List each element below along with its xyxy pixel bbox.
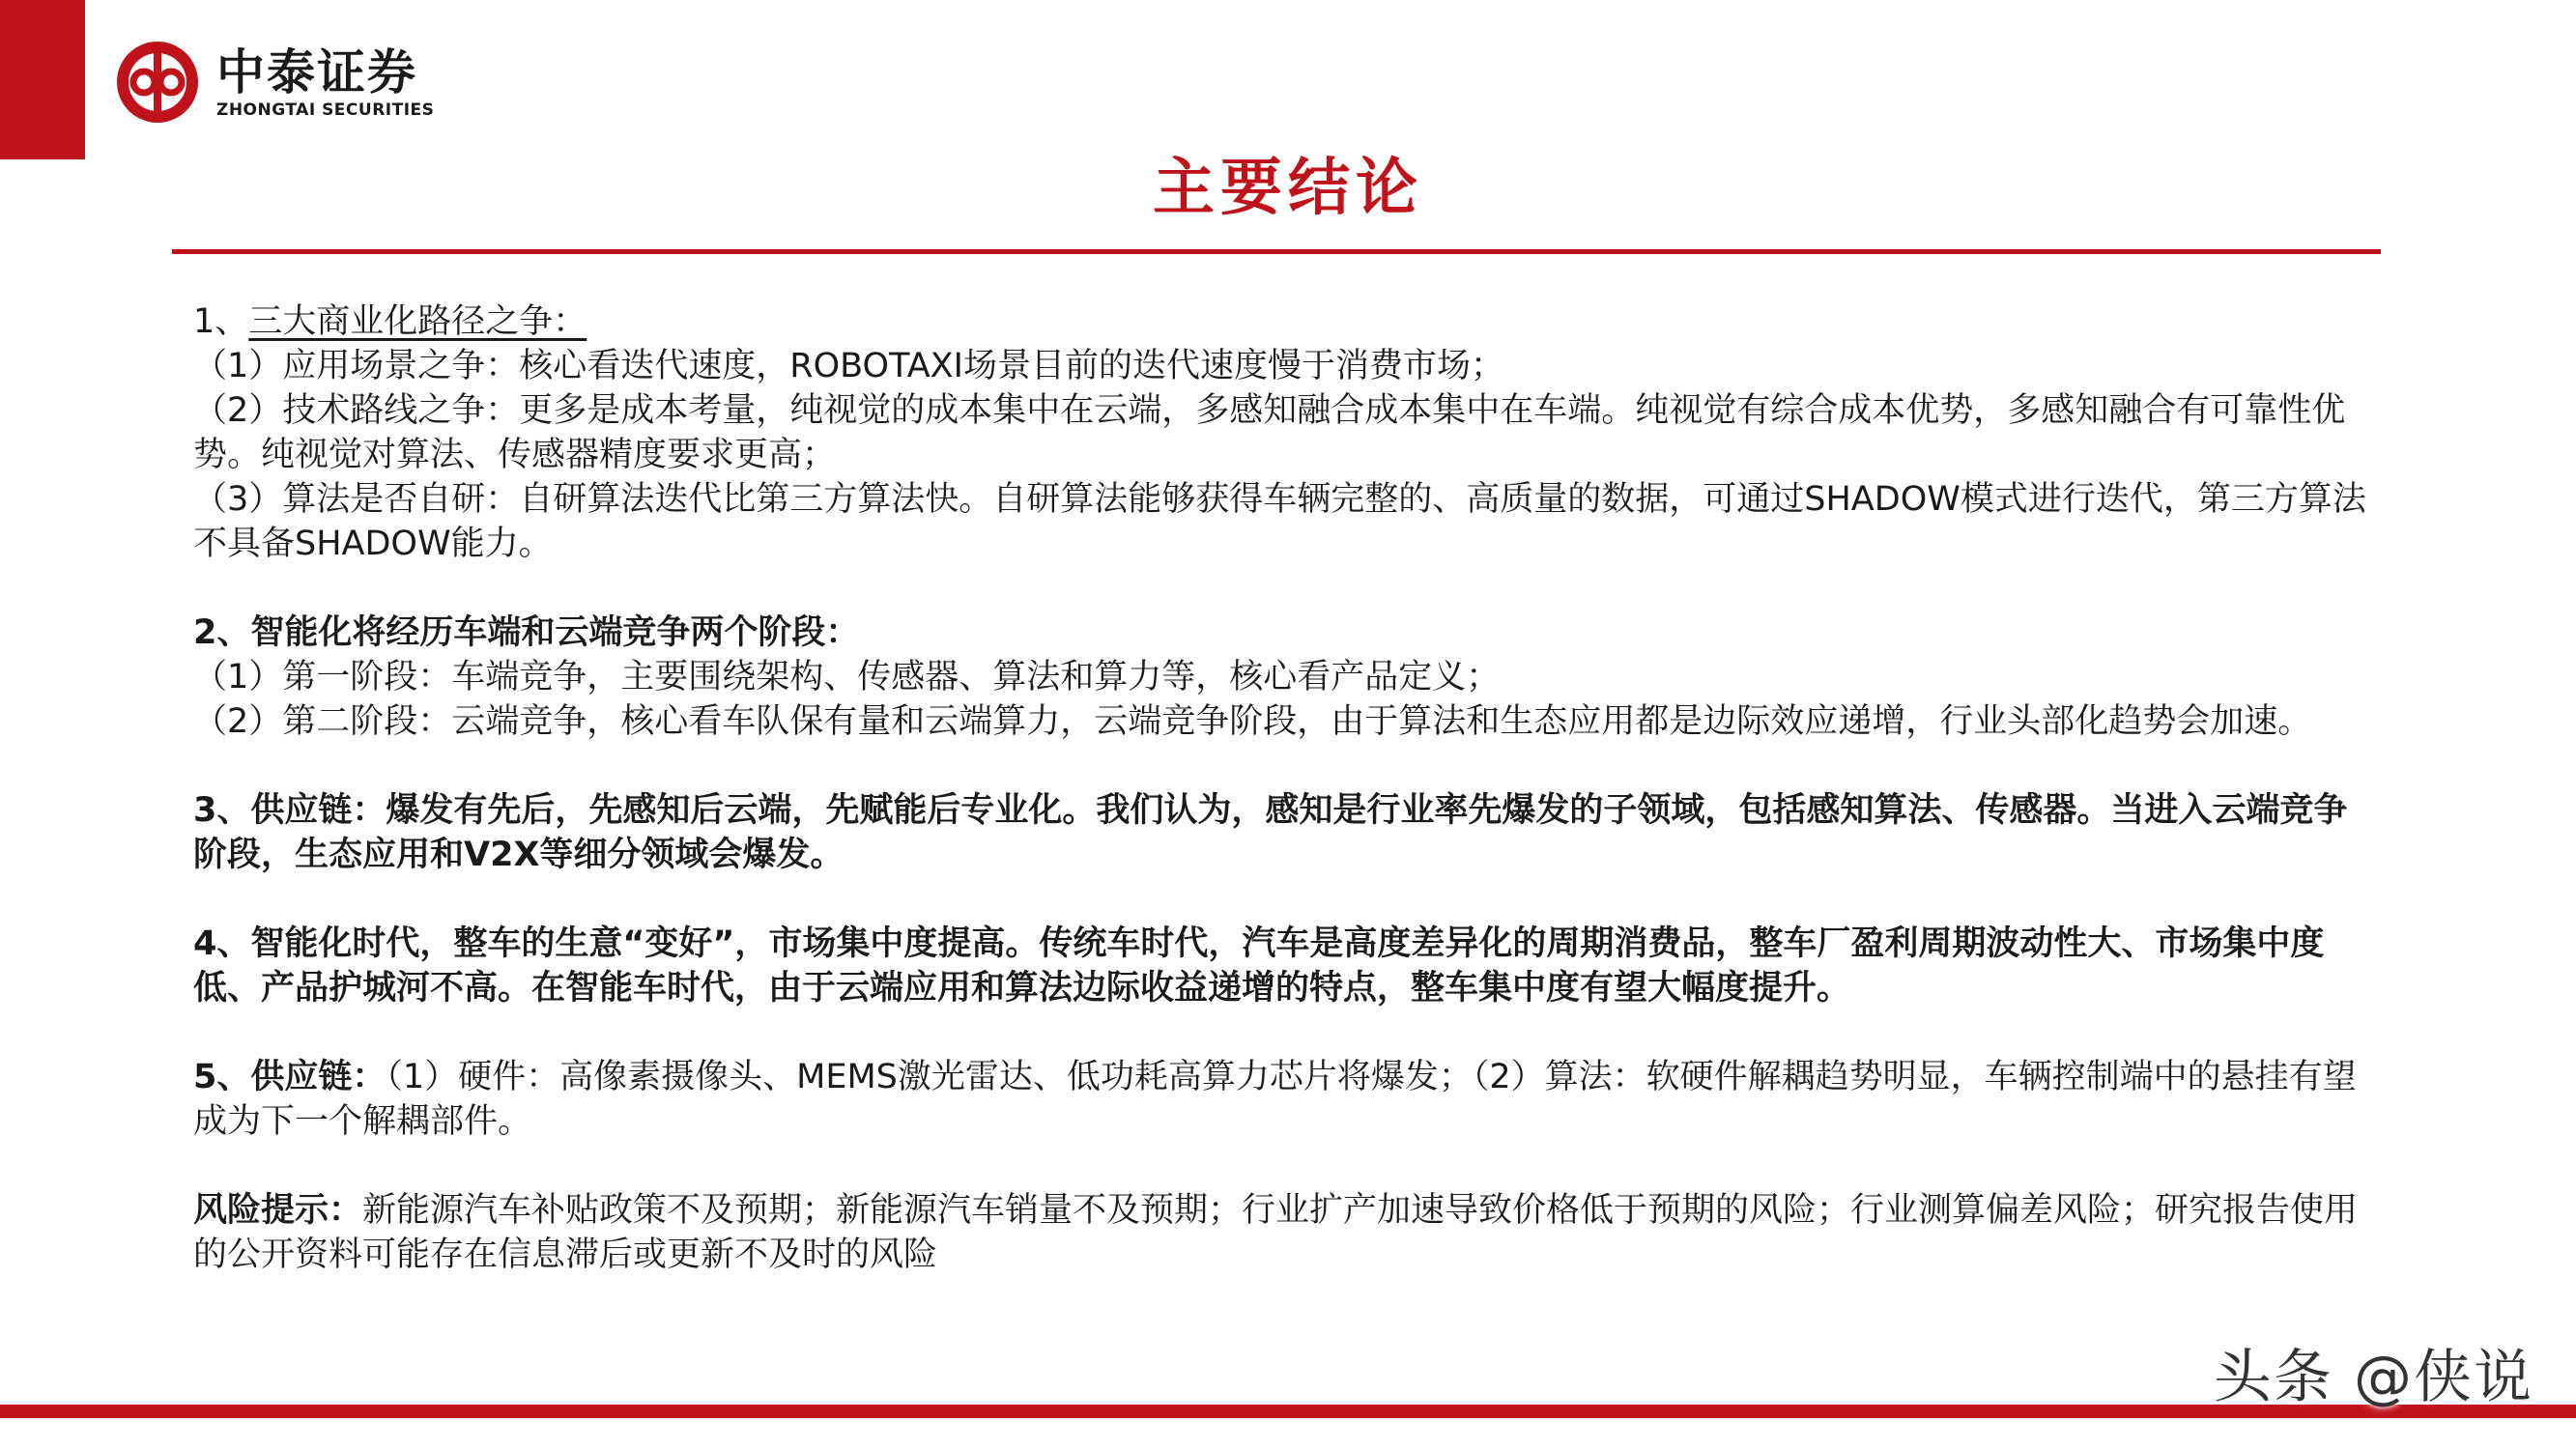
- title-divider: [172, 249, 2381, 254]
- section-1-point-2: （2）技术路线之争：更多是成本考量，纯视觉的成本集中在云端，多感知融合成本集中在车端。纯视觉有综合成本优势，多感知融合有可靠性优势。纯视觉对算法、传感器精度要求更高；: [193, 391, 2346, 474]
- section-1-heading: [193, 299, 2377, 344]
- risk-body: 新能源汽车补贴政策不及预期；新能源汽车销量不及预期；行业扩产加速导致价格低于预期的风险；行业测算偏差风险；研究报告使用的公开资料可能存在信息滞后或更新不及时的风险: [193, 1191, 2359, 1274]
- footer-bar: [0, 1405, 2576, 1418]
- section-5-heading: 5、供应链：: [193, 1058, 386, 1096]
- section-1-title: 三大商业化路径之争：: [248, 302, 587, 341]
- section-2-heading: 2、智能化将经历车端和云端竞争两个阶段：: [193, 613, 860, 652]
- zhongtai-logo-icon: [114, 39, 201, 126]
- page-title: 主要结论: [1153, 152, 1423, 224]
- section-5-body: （1）硬件：高像素摄像头、MEMS激光雷达、低功耗高算力芯片将爆发；（2）算法：软硬件解耦趋势明显，车辆控制端中的悬挂有望成为下一个解耦部件。: [193, 1058, 2357, 1141]
- section-2-point-2: （2）第二阶段：云端竞争，核心看车队保有量和云端算力，云端竞争阶段，由于算法和生态应用都是边际效应递增，行业头部化趋势会加速。: [193, 702, 2312, 741]
- section-1-point-1: （1）应用场景之争：核心看迭代速度，ROBOTAXI场景目前的迭代速度慢于消费市场；: [193, 347, 1504, 385]
- watermark: 头条 @侠说: [2213, 1344, 2533, 1411]
- company-logo: [114, 39, 434, 126]
- corner-accent-bar: [0, 0, 85, 159]
- conclusions-body: [193, 299, 2377, 1277]
- section-1-number: 1、: [193, 302, 249, 341]
- section-4-text: 4、智能化时代，整车的生意“变好”，市场集中度提高。传统车时代，汽车是高度差异化的周期消费品，整车厂盈利周期波动性大、市场集中度低、产品护城河不高。在智能车时代，由于云端应用和算法边际收益递增的特点，整车集中度有望大幅度提升。: [193, 924, 2325, 1008]
- section-3-text: 3、供应链：爆发有先后，先感知后云端，先赋能后专业化。我们认为，感知是行业率先爆发的子领域，包括感知算法、传感器。当进入云端竞争阶段，生态应用和V2X等细分领域会爆发。: [193, 791, 2348, 874]
- section-2-point-1: （1）第一阶段：车端竞争，主要围绕架构、传感器、算法和算力等，核心看产品定义；: [193, 658, 1501, 696]
- risk-warning: [193, 1188, 2377, 1277]
- brand-name-en: ZHONGTAI SECURITIES: [216, 100, 435, 120]
- risk-heading: 风险提示：: [193, 1191, 363, 1230]
- section-5-text: [193, 1055, 2377, 1144]
- brand-name-cn: 中泰证券: [216, 44, 417, 100]
- section-1-point-3: （3）算法是否自研：自研算法迭代比第三方算法快。自研算法能够获得车辆完整的、高质量的数据，可通过SHADOW模式进行迭代，第三方算法不具备SHADOW能力。: [193, 480, 2366, 563]
